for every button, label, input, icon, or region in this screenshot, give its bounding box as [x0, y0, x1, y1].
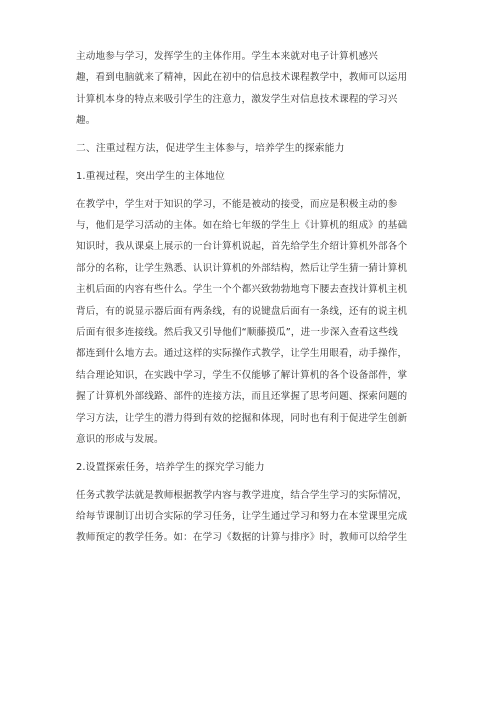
text-line: 趣。: [76, 115, 96, 127]
text-line: 在教学中，学生对于知识的学习，不能是被动的接受，而应是积极主动的参: [76, 198, 398, 210]
text-line: 后面有很多连接线。然后我又引导他们“顺藤摸瓜”，进一步深入查看这些线: [76, 327, 399, 339]
text-line: 与，他们是学习活动的主体。如在给七年级的学生上《计算机的组成》的基础: [76, 220, 408, 232]
text-line: 握了计算机外部线路、部件的连接方法，而且还掌握了思考问题、探索问题的: [76, 391, 408, 403]
paragraph-intro: [76, 46, 426, 132]
text-line: 都连到什么地方去。通过这样的实际操作式教学，让学生用眼看，动手操作，: [76, 348, 408, 360]
paragraph-task: [76, 485, 426, 549]
section-heading: 二、注重过程方法，促进学生主体参与，培养学生的探索能力: [76, 142, 345, 154]
text-line: 教师预定的教学任务。如：在学习《数据的计算与排序》时，教师可以给学生: [76, 532, 408, 544]
subheading-1: 1.重视过程，突出学生的主体地位: [76, 170, 225, 182]
paragraph-process: [76, 194, 426, 451]
text-line: 主动地参与学习，发挥学生的主体作用。学生本来就对电子计算机感兴: [76, 51, 379, 62]
text-line: 结合理论知识，在实践中学习，学生不仅能够了解计算机的各个设备部件，掌: [76, 369, 408, 381]
text-line: 部分的名称，让学生熟悉、认识计算机的外部结构，然后让学生猜一猜计算机: [76, 262, 408, 274]
text-line: 给每节课制订出切合实际的学习任务，让学生通过学习和努力在本堂课里完成: [76, 510, 408, 522]
text-line: 知识时，我从课桌上展示的一台计算机说起，首先给学生介绍计算机外部各个: [76, 241, 408, 253]
document-page: [76, 46, 426, 549]
text-line: 背后，有的说显示器后面有两条线，有的说键盘后面有一条线，还有的说主机: [76, 305, 408, 317]
text-line: 计算机本身的特点来吸引学生的注意力，激发学生对信息技术课程的学习兴: [76, 93, 398, 105]
text-line: 意识的形成与发展。: [76, 434, 164, 446]
text-line: 学习方法，让学生的潜力得到有效的挖掘和体现，同时也有利于促进学生创新: [76, 412, 408, 424]
subheading-2: 2.设置探索任务，培养学生的探究学习能力: [76, 461, 265, 473]
text-line: 主机后面的内容有些什么。学生一个个都兴致勃勃地弯下腰去查找计算机主机: [76, 284, 408, 296]
text-line: 任务式教学法就是教师根据教学内容与教学进度，结合学生学习的实际情况，: [76, 489, 408, 501]
text-line: 趣，看到电脑就来了精神，因此在初中的信息技术课程教学中，教师可以运用: [76, 72, 408, 84]
